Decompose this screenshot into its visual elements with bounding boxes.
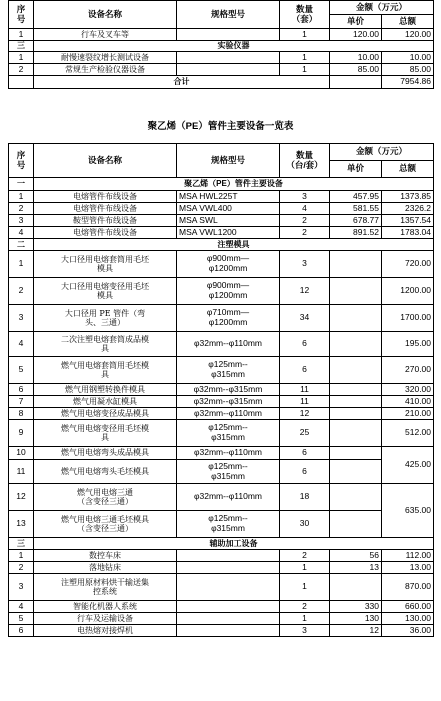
unit-price: 56 bbox=[330, 550, 382, 562]
total-amount: 1700.00 bbox=[382, 305, 434, 332]
model-spec: φ900mm— φ1200mm bbox=[177, 251, 280, 278]
row-number: 4 bbox=[9, 332, 34, 357]
equipment-name: 大口径用电熔套筒用毛坯 模具 bbox=[34, 251, 177, 278]
table-row bbox=[9, 305, 434, 332]
equipment-name: 燃气用钢塑转换件模具 bbox=[34, 384, 177, 396]
section-number: 一 bbox=[9, 178, 34, 191]
equipment-name: 燃气用电熔弯头成品模具 bbox=[34, 447, 177, 460]
quantity: 2 bbox=[280, 227, 330, 239]
row-number: 10 bbox=[9, 447, 34, 460]
table-row bbox=[9, 384, 434, 396]
model-spec: φ32mm--φ315mm bbox=[177, 396, 280, 408]
total-amount: 425.00 bbox=[382, 447, 434, 484]
unit-price bbox=[330, 278, 382, 305]
table-row bbox=[9, 191, 434, 203]
pe-fittings-equipment-table bbox=[8, 143, 434, 637]
model-spec: MSA VWL400 bbox=[177, 203, 280, 215]
total-header: 总额 bbox=[382, 15, 434, 29]
table-row bbox=[9, 447, 434, 460]
section-title: 聚乙烯（PE）管件主要设备 bbox=[34, 178, 434, 191]
unit-price bbox=[330, 408, 382, 420]
spec-header: 规格型号 bbox=[177, 144, 280, 178]
sum-row bbox=[9, 76, 434, 89]
sum-label: 合计 bbox=[34, 76, 330, 89]
table-row bbox=[9, 511, 434, 538]
model-spec: φ125mm-- φ315mm bbox=[177, 511, 280, 538]
name-header: 设备名称 bbox=[34, 1, 177, 29]
unit-price: 120.00 bbox=[330, 29, 382, 41]
total-amount: 1783.04 bbox=[382, 227, 434, 239]
model-spec: φ32mm--φ110mm bbox=[177, 408, 280, 420]
model-spec: φ125mm-- φ315mm bbox=[177, 460, 280, 484]
section-number: 二 bbox=[9, 239, 34, 251]
section-row bbox=[9, 41, 434, 52]
unit-price: 581.55 bbox=[330, 203, 382, 215]
table-row bbox=[9, 396, 434, 408]
equipment-name: 燃气用电熔变径成品模具 bbox=[34, 408, 177, 420]
quantity: 6 bbox=[280, 447, 330, 460]
equipment-name: 二次注塑电熔套筒成品模 具 bbox=[34, 332, 177, 357]
table-row bbox=[9, 460, 434, 484]
model-spec bbox=[177, 562, 280, 574]
sum-total: 7954.86 bbox=[382, 76, 434, 89]
quantity: 6 bbox=[280, 357, 330, 384]
unit-price bbox=[330, 332, 382, 357]
qty-header: 数量 （套） bbox=[280, 1, 330, 29]
quantity: 12 bbox=[280, 408, 330, 420]
total-amount: 210.00 bbox=[382, 408, 434, 420]
row-number: 3 bbox=[9, 305, 34, 332]
total-amount: 270.00 bbox=[382, 357, 434, 384]
row-number: 9 bbox=[9, 420, 34, 447]
spec-header: 规格型号 bbox=[177, 1, 280, 29]
equipment-name: 行车及运输设备 bbox=[34, 613, 177, 625]
table-row bbox=[9, 278, 434, 305]
total-amount: 870.00 bbox=[382, 574, 434, 601]
row-number: 6 bbox=[9, 625, 34, 637]
table-row bbox=[9, 64, 434, 76]
table-header-row bbox=[9, 144, 434, 161]
total-amount: 112.00 bbox=[382, 550, 434, 562]
equipment-name: 智能化机器人系统 bbox=[34, 601, 177, 613]
unit-price: 12 bbox=[330, 625, 382, 637]
unit-price: 457.95 bbox=[330, 191, 382, 203]
unit-price: 13 bbox=[330, 562, 382, 574]
table-row bbox=[9, 332, 434, 357]
total-amount: 130.00 bbox=[382, 613, 434, 625]
table-row bbox=[9, 408, 434, 420]
section-row bbox=[9, 178, 434, 191]
row-number: 4 bbox=[9, 227, 34, 239]
section-title: 注塑模具 bbox=[34, 239, 434, 251]
unit-price bbox=[330, 574, 382, 601]
table-row bbox=[9, 420, 434, 447]
unit-price bbox=[330, 484, 382, 511]
total-amount: 410.00 bbox=[382, 396, 434, 408]
unit-price: 10.00 bbox=[330, 52, 382, 64]
equipment-name: 燃气用电熔三通 （含变径三通） bbox=[34, 484, 177, 511]
quantity: 11 bbox=[280, 396, 330, 408]
table-row bbox=[9, 215, 434, 227]
table-row bbox=[9, 251, 434, 278]
equipment-name: 燃气用电熔三通毛坯模具 （含变径三通） bbox=[34, 511, 177, 538]
row-number: 1 bbox=[9, 52, 34, 64]
total-amount: 13.00 bbox=[382, 562, 434, 574]
equipment-name: 电热熔对接焊机 bbox=[34, 625, 177, 637]
equipment-table-continued bbox=[8, 0, 434, 89]
unit-price: 85.00 bbox=[330, 64, 382, 76]
unit-price bbox=[330, 305, 382, 332]
model-spec bbox=[177, 574, 280, 601]
row-number: 3 bbox=[9, 574, 34, 601]
quantity: 30 bbox=[280, 511, 330, 538]
row-number: 6 bbox=[9, 384, 34, 396]
quantity: 1 bbox=[280, 52, 330, 64]
model-spec: φ710mm— φ1200mm bbox=[177, 305, 280, 332]
table-row bbox=[9, 203, 434, 215]
section-row bbox=[9, 538, 434, 550]
equipment-name: 常规生产检验仪器设备 bbox=[34, 64, 177, 76]
total-amount: 660.00 bbox=[382, 601, 434, 613]
quantity: 1 bbox=[280, 29, 330, 41]
table-row bbox=[9, 357, 434, 384]
unit-price: 678.77 bbox=[330, 215, 382, 227]
equipment-name: 燃气用电熔弯头毛坯模具 bbox=[34, 460, 177, 484]
equipment-name: 注塑用原材料烘干输送集 控系统 bbox=[34, 574, 177, 601]
model-spec: φ32mm--φ110mm bbox=[177, 447, 280, 460]
row-number: 13 bbox=[9, 511, 34, 538]
table-row bbox=[9, 574, 434, 601]
equipment-name: 燃气用电熔变径用毛坯模 具 bbox=[34, 420, 177, 447]
model-spec bbox=[177, 29, 280, 41]
equipment-name: 燃气用电熔套筒用毛坯模 具 bbox=[34, 357, 177, 384]
table-row bbox=[9, 550, 434, 562]
row-number: 7 bbox=[9, 396, 34, 408]
row-number: 1 bbox=[9, 191, 34, 203]
model-spec: φ900mm— φ1200mm bbox=[177, 278, 280, 305]
quantity: 18 bbox=[280, 484, 330, 511]
quantity: 11 bbox=[280, 384, 330, 396]
table-title: 聚乙烯（PE）管件主要设备一览表 bbox=[147, 121, 294, 132]
seq-header: 序 号 bbox=[9, 144, 34, 178]
unit-price bbox=[330, 396, 382, 408]
unit-price bbox=[330, 447, 382, 460]
equipment-name: 电熔管件布线设备 bbox=[34, 227, 177, 239]
quantity: 2 bbox=[280, 215, 330, 227]
equipment-name: 电熔管件布线设备 bbox=[34, 203, 177, 215]
table-row bbox=[9, 613, 434, 625]
equipment-name: 鞍型管件布线设备 bbox=[34, 215, 177, 227]
quantity: 1 bbox=[280, 613, 330, 625]
section-number: 三 bbox=[9, 538, 34, 550]
name-header: 设备名称 bbox=[34, 144, 177, 178]
row-number: 2 bbox=[9, 203, 34, 215]
table-row bbox=[9, 562, 434, 574]
row-number: 1 bbox=[9, 29, 34, 41]
quantity: 4 bbox=[280, 203, 330, 215]
quantity: 34 bbox=[280, 305, 330, 332]
model-spec: φ125mm-- φ315mm bbox=[177, 357, 280, 384]
total-amount: 1357.54 bbox=[382, 215, 434, 227]
equipment-name: 大口径用电熔变径用毛坯 模具 bbox=[34, 278, 177, 305]
total-amount: 512.00 bbox=[382, 420, 434, 447]
unit-price-header: 单价 bbox=[330, 161, 382, 178]
unit-price bbox=[330, 420, 382, 447]
total-amount: 195.00 bbox=[382, 332, 434, 357]
total-amount: 2326.2 bbox=[382, 203, 434, 215]
total-amount: 720.00 bbox=[382, 251, 434, 278]
model-spec: MSA VWL1200 bbox=[177, 227, 280, 239]
row-number: 1 bbox=[9, 550, 34, 562]
equipment-name: 数控车床 bbox=[34, 550, 177, 562]
section-number: 三 bbox=[9, 41, 34, 52]
table-row bbox=[9, 484, 434, 511]
total-amount: 1200.00 bbox=[382, 278, 434, 305]
row-number: 5 bbox=[9, 613, 34, 625]
quantity: 3 bbox=[280, 191, 330, 203]
amount-header: 金额（万元） bbox=[330, 144, 434, 161]
unit-price: 891.52 bbox=[330, 227, 382, 239]
model-spec: φ125mm-- φ315mm bbox=[177, 420, 280, 447]
row-number: 1 bbox=[9, 251, 34, 278]
row-number: 4 bbox=[9, 601, 34, 613]
unit-price: 130 bbox=[330, 613, 382, 625]
quantity: 6 bbox=[280, 460, 330, 484]
total-amount: 1373.85 bbox=[382, 191, 434, 203]
quantity: 1 bbox=[280, 562, 330, 574]
quantity: 3 bbox=[280, 625, 330, 637]
total-amount: 320.00 bbox=[382, 384, 434, 396]
row-number: 2 bbox=[9, 278, 34, 305]
table-row bbox=[9, 29, 434, 41]
model-spec: φ32mm--φ315mm bbox=[177, 384, 280, 396]
total-amount: 635.00 bbox=[382, 484, 434, 538]
quantity: 1 bbox=[280, 64, 330, 76]
model-spec: MSA SWL bbox=[177, 215, 280, 227]
model-spec bbox=[177, 64, 280, 76]
total-header: 总额 bbox=[382, 161, 434, 178]
section-title: 辅助加工设备 bbox=[34, 538, 434, 550]
total-amount: 10.00 bbox=[382, 52, 434, 64]
equipment-name: 大口径用 PE 管件（弯 头、三通） bbox=[34, 305, 177, 332]
unit-price bbox=[330, 251, 382, 278]
model-spec: φ32mm--φ110mm bbox=[177, 332, 280, 357]
quantity: 12 bbox=[280, 278, 330, 305]
unit-price bbox=[330, 460, 382, 484]
model-spec: φ32mm--φ110mm bbox=[177, 484, 280, 511]
unit-price: 330 bbox=[330, 601, 382, 613]
table-row bbox=[9, 601, 434, 613]
row-number: 2 bbox=[9, 562, 34, 574]
table-header-row bbox=[9, 1, 434, 15]
equipment-name: 落地钻床 bbox=[34, 562, 177, 574]
qty-header: 数量 （台/套） bbox=[280, 144, 330, 178]
quantity: 2 bbox=[280, 550, 330, 562]
amount-header: 金额（万元） bbox=[330, 1, 434, 15]
table-row bbox=[9, 625, 434, 637]
row-number: 5 bbox=[9, 357, 34, 384]
equipment-name: 电熔管件布线设备 bbox=[34, 191, 177, 203]
model-spec bbox=[177, 613, 280, 625]
total-amount: 36.00 bbox=[382, 625, 434, 637]
row-number: 12 bbox=[9, 484, 34, 511]
table-row bbox=[9, 227, 434, 239]
section-title: 实验仪器 bbox=[34, 41, 434, 52]
seq-header: 序 号 bbox=[9, 1, 34, 29]
row-number: 2 bbox=[9, 64, 34, 76]
section-row bbox=[9, 239, 434, 251]
quantity: 2 bbox=[280, 601, 330, 613]
model-spec bbox=[177, 550, 280, 562]
model-spec: MSA HWL225T bbox=[177, 191, 280, 203]
unit-price bbox=[330, 384, 382, 396]
quantity: 25 bbox=[280, 420, 330, 447]
unit-price-header: 单价 bbox=[330, 15, 382, 29]
total-amount: 85.00 bbox=[382, 64, 434, 76]
row-number: 11 bbox=[9, 460, 34, 484]
unit-price bbox=[330, 357, 382, 384]
equipment-name: 行车及叉车等 bbox=[34, 29, 177, 41]
table-row bbox=[9, 52, 434, 64]
quantity: 6 bbox=[280, 332, 330, 357]
quantity: 1 bbox=[280, 574, 330, 601]
model-spec bbox=[177, 625, 280, 637]
unit-price bbox=[330, 511, 382, 538]
equipment-name: 耐慢速裂纹增长测试设备 bbox=[34, 52, 177, 64]
model-spec bbox=[177, 52, 280, 64]
model-spec bbox=[177, 601, 280, 613]
equipment-name: 燃气用凝水缸模具 bbox=[34, 396, 177, 408]
quantity: 3 bbox=[280, 251, 330, 278]
row-number: 8 bbox=[9, 408, 34, 420]
total-amount: 120.00 bbox=[382, 29, 434, 41]
row-number: 3 bbox=[9, 215, 34, 227]
